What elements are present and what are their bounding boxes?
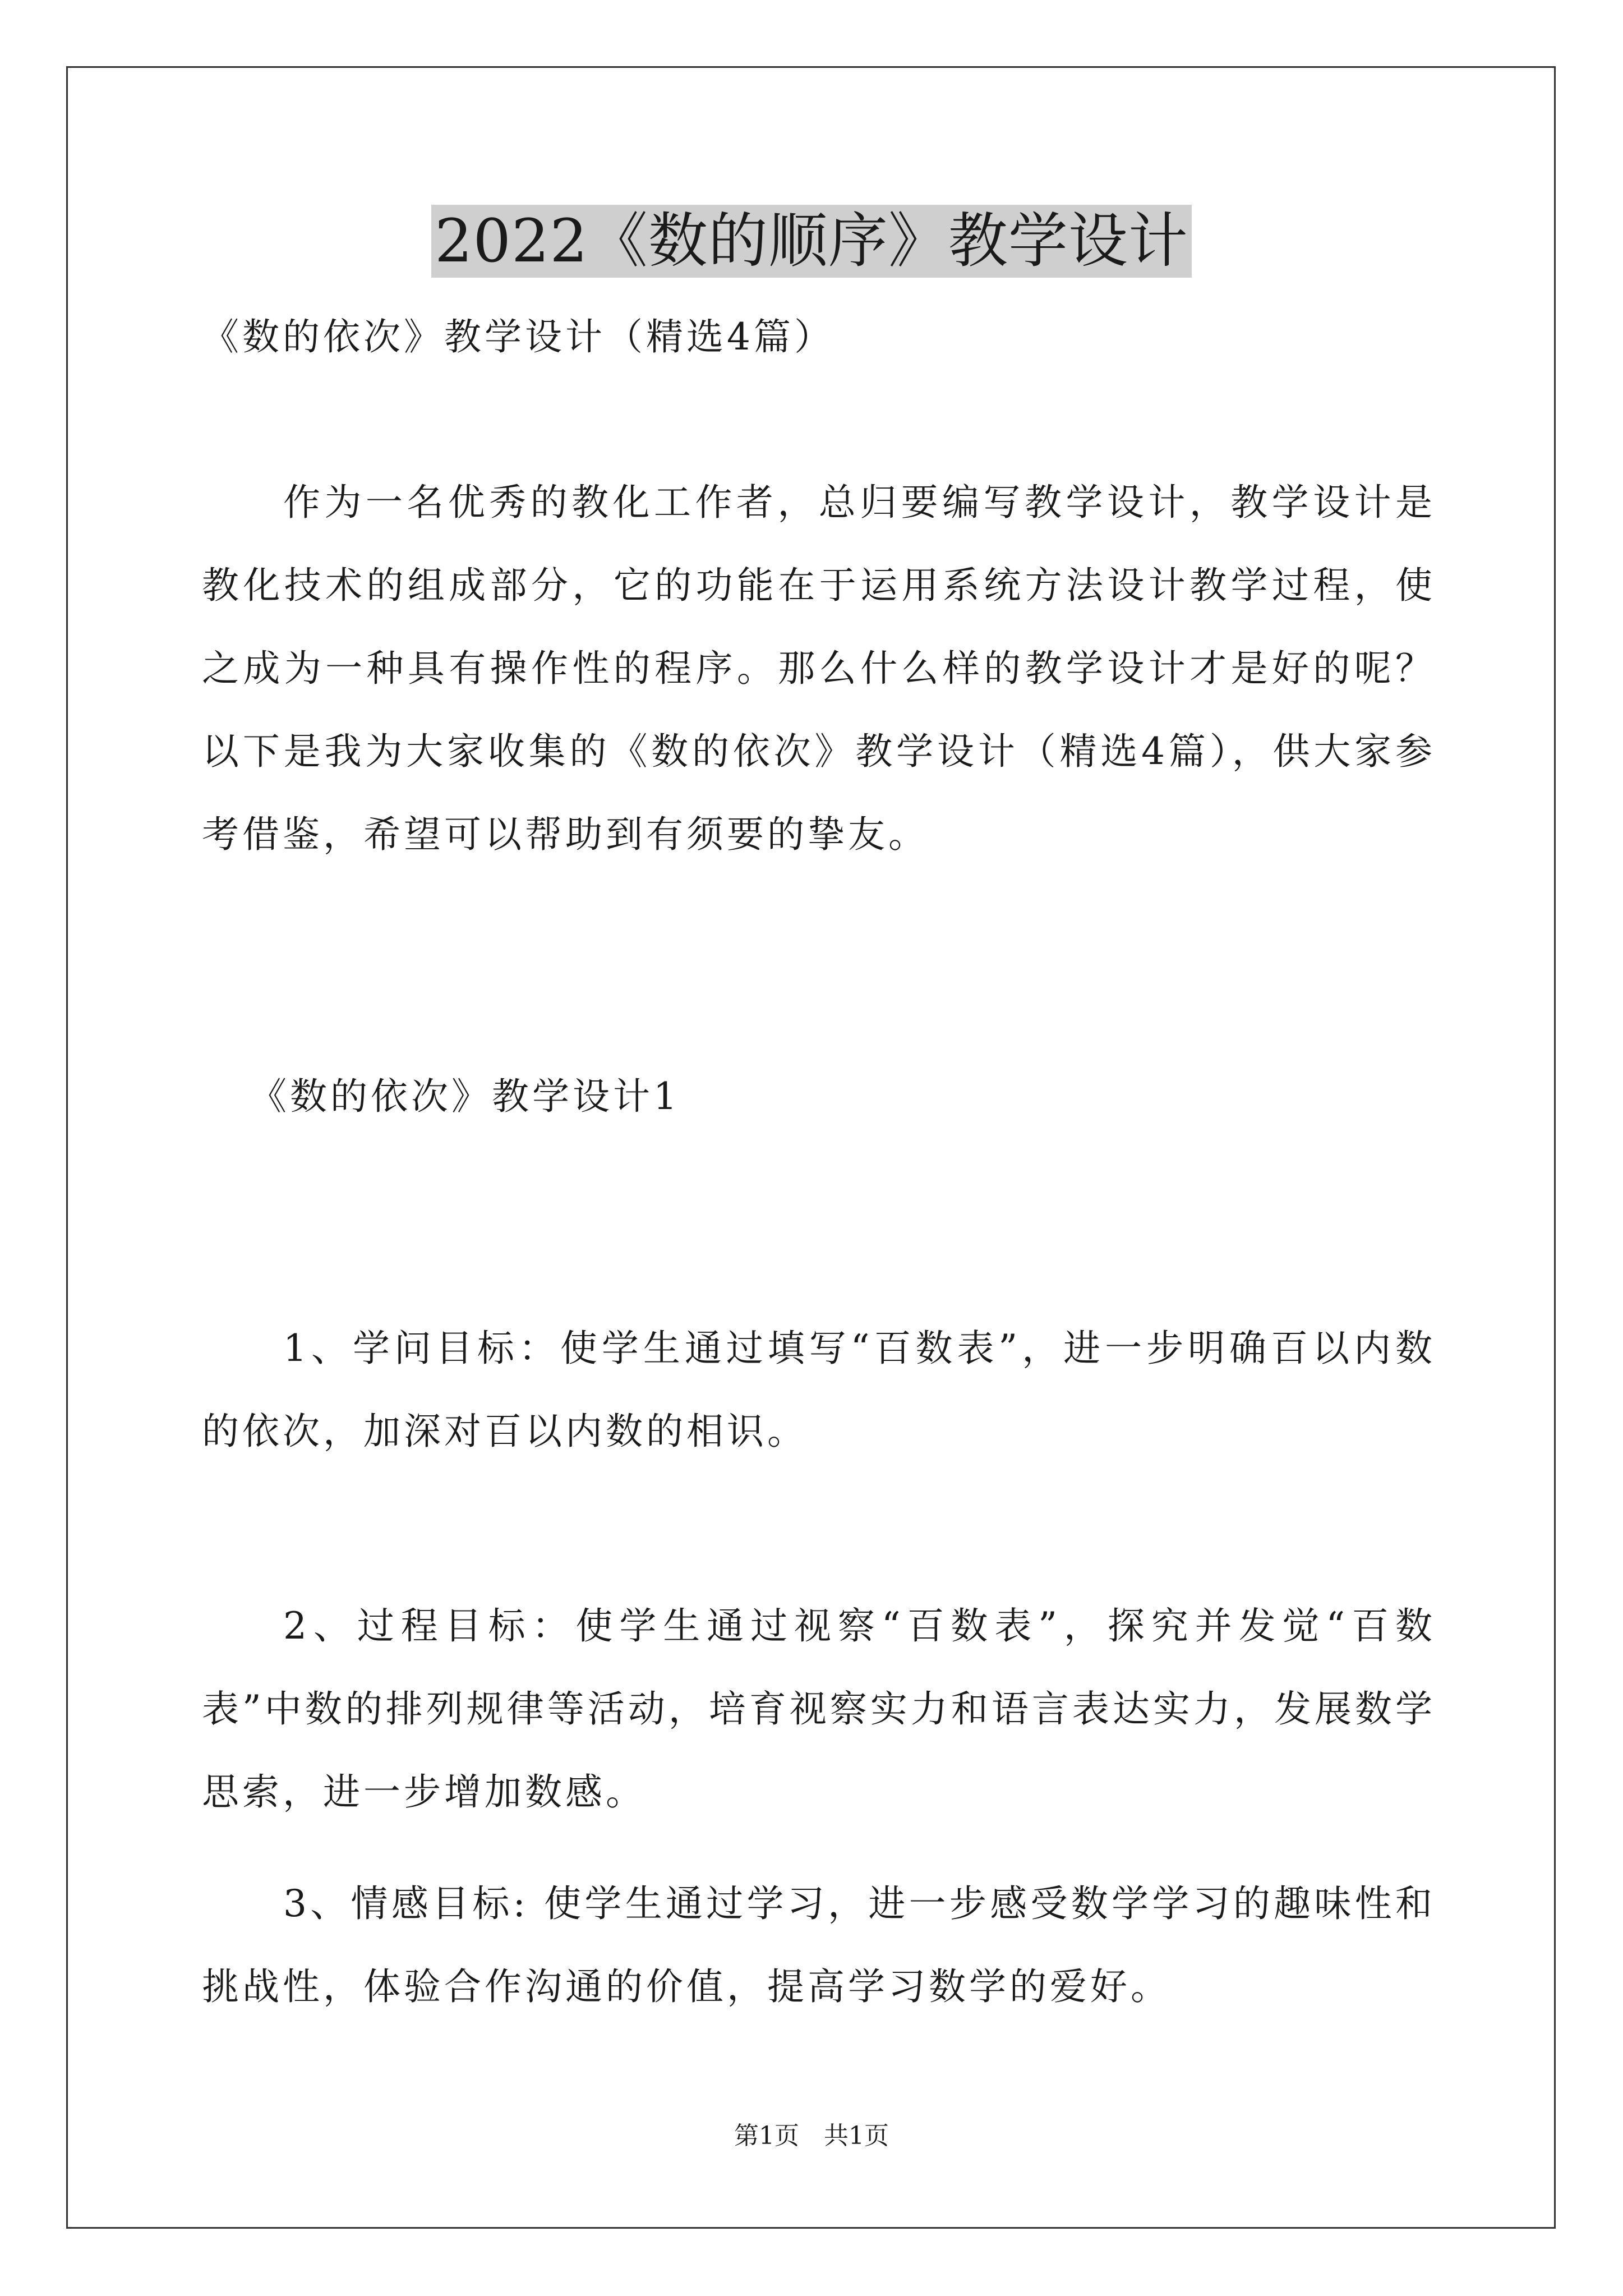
page-total: 共1页 <box>824 2122 889 2150</box>
title-container <box>0 205 1623 278</box>
page-number: 第1页 <box>734 2122 799 2150</box>
goal-process: 2、过程目标：使学生通过视察“百数表”，探究并发觉“百数表”中数的排列规律等活动，培育视察实力和语言表达实力，发展数学思索，进一步增加数感。 <box>202 1604 1436 1814</box>
goal-knowledge: 1、学问目标：使学生通过填写“百数表”，进一步明确百以内数的依次，加深对百以内数的相识。 <box>202 1327 1436 1453</box>
document-subtitle: 《数的依次》教学设计（精选4篇） <box>202 315 834 358</box>
page-footer <box>0 2119 1623 2153</box>
document-title: 2022《数的顺序》教学设计 <box>431 205 1192 278</box>
goal-emotion: 3、情感目标: 使学生通过学习，进一步感受数学学习的趣味性和挑战性，体验合作沟通的价值，提高学习数学的爱好。 <box>202 1882 1436 2008</box>
intro-paragraph: 作为一名优秀的教化工作者，总归要编写教学设计，教学设计是教化技术的组成部分，它的功能在于运用系统方法设计教学过程，使之成为一种具有操作性的程序。那么什么样的教学设计才是好的呢？以下是我为大家收集的《数的依次》教学设计（精选4篇），供大家参考借鉴，希望可以帮助到有须要的挚友。 <box>202 481 1436 856</box>
section-heading: 《数的依次》教学设计1 <box>250 1075 680 1118</box>
